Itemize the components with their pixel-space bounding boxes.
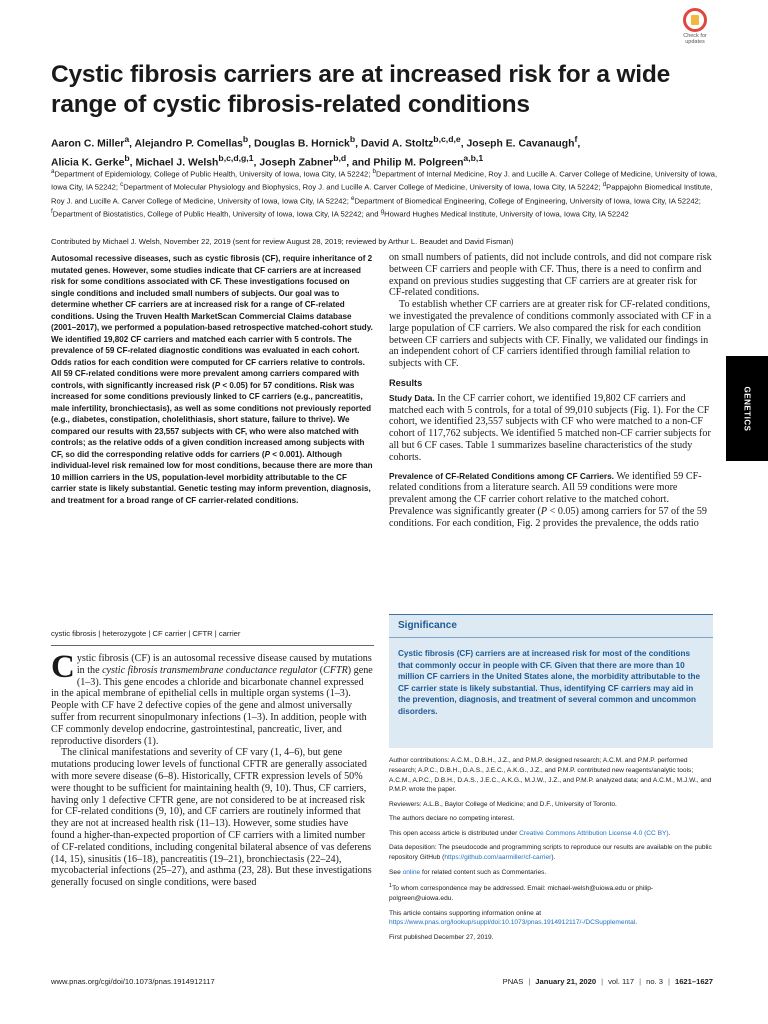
keywords-divider [51,645,374,646]
keyword: cystic fibrosis [51,629,97,638]
author-name: Alejandro P. Comellas [134,138,243,150]
contributed-by: Contributed by Michael J. Welsh, November 22, 2019 (sent for review August 28, 2019; reviewed by Arthur L. Beaudet and David Fisman) [51,237,514,246]
affiliation-text: Department of Molecular Physiology and Biophysics, Roy J. and Lucille A. Carver College of Medicine, University of Iowa, Iowa City, IA 52242; [123,182,603,192]
author-line-2: Alicia K. Gerke$^b$, Michael J. Welsh$^{b,c,d,g,1}$, Joseph Zabner$^{b,d}$, and Philip M. Polgreen$^{a,b,1}$ [51,153,484,169]
author-name: David A. Stoltz [360,138,434,150]
affiliation-mark: b [372,168,377,175]
study-data-heading: Study Data. [389,392,435,403]
intro-paragraph-1: Cystic fibrosis (CF) is an autosomal recessive disease caused by mutations in the cystic fibrosis transmembrane conductance regulator (CFTR) gene (1–3). This gene encodes a chloride and bicarbonate channel expressed in the apical membrane of epithelial cells in multiple organ systems (1–3). People with CF have 2 defective copies of the gene and almost universally suffer from recurrent sinopulmonary infections (1–3). In addition, people with CF commonly develop endocrine, gastrointestinal, pancreatic, liver, and reproductive disorders (1). [51,649,373,747]
study-data-paragraph: Study Data. In the CF carrier cohort, we identified 19,802 CF carriers and matched each with 5 controls, for a total of 99,010 subjects (Fig. 1). For the CF cohort, we identified 23,557 subjects with CF who were matched to a non-CF cohort of 117,762 subjects. We identified 5 matched non-CF carrier subjects for all but 6 CF cases. Table 1 summarizes baseline characteristics of the study cohorts. [389,392,711,463]
keyword: carrier [218,629,241,638]
affiliation-text: Howard Hughes Medical Institute, University of Iowa, Iowa City, IA 52242 [384,209,629,219]
section-tab-genetics: GENETICS [726,356,768,461]
author-affiliation-mark: b [124,153,130,164]
author-affiliation-mark: b,d [333,153,347,164]
footer-citation: PNAS | January 21, 2020 | vol. 117 | no. 3 | 1621–1627 [502,977,713,986]
reviewers-note: Reviewers: A.L.B., Baylor College of Medicine; and D.F., University of Toronto. [389,800,617,808]
online-link[interactable]: online [402,868,421,876]
author-name: Alicia K. Gerke [51,157,125,169]
significance-divider [389,637,713,638]
affiliation-text: Department of Internal Medicine, Roy J. and Lucille A. Carver College of Medicine, University of Iowa, Iowa City, IA 52242; [51,169,718,192]
significance-title: Significance [398,620,457,631]
affiliation-mark: a [51,168,55,175]
author-affiliation-mark: b [242,134,249,144]
keyword: heterozygote [102,629,147,638]
first-published-note: First published December 27, 2019. [389,933,494,941]
footnotes [389,756,713,947]
supplemental-link[interactable]: https://www.pnas.org/lookup/suppl/doi:10.1073/pnas.1914912117/-/DCSupplemental [389,919,636,927]
supporting-info-note: This article contains supporting information online at https://www.pnas.org/lookup/suppl/doi:10.1073/pnas.1914912117/-/DCSupplemental. [389,909,638,927]
intro-paragraph-continued: on small numbers of patients, did not include controls, and did not compare risk between CF carriers and people with CF. Thus, there is a need to confirm and expand on previous studies suggesting that CF carriers are at greater risk for CF-related conditions. [389,252,712,299]
affiliation-mark: g [380,208,385,216]
check-updates-label: Check for updates [683,33,707,45]
affiliation-mark: e [350,194,355,202]
affiliation-text: Department of Biomedical Engineering, College of Engineering, University of Iowa, Iowa City, IA 52242; [354,196,701,206]
significance-text: Cystic fibrosis (CF) carriers are at increased risk for most of the conditions that commonly occur in people with CF. Given that there are more than 10 million CF carriers in the United States alone, the morbidity attributable to the CF carrier state is likely substantial. Thus, identifying CF carriers may aid in the prevention, diagnosis, and treatment of several common and uncommon disorders. [398,649,701,716]
author-affiliation-mark: f [574,134,578,144]
author-line-1: Aaron C. Miller$^a$, Alejandro P. Comellas$^b$, Douglas B. Hornick$^b$, David A. Stoltz$^{b,c,d,e}$, Joseph E. Cavanaugh$^f$, [51,134,581,150]
affiliation-text: Department of Biostatistics, College of Public Health, University of Iowa, Iowa City, IA 52242; and [52,209,381,219]
author-affiliation-mark: a,b,1 [463,153,484,164]
github-link[interactable]: https://github.com/aarmiller/cf-carrier [444,854,552,862]
significance-box [389,614,713,748]
correspondence-note: $^1$To whom correspondence may be addressed. Email: michael-welsh@uiowa.edu or philip-polgreen@uiowa.edu. [389,883,654,903]
intro-paragraph-2: The clinical manifestations and severity of CF vary (1, 4–6), but gene mutations producing lower levels of functional CFTR are generally associated with more severe disease (6–8). Historically, CFTR expression levels of 50% were thought to be sufficient for maintaining health (9, 10). Thus, CF carriers, having only 1 defective CFTR gene, are not considered to be at increased risk for CF-related conditions (9, 10), and CF carriers are routinely informed that they are not at increased health risk (11–13). However, some studies have found a higher-than-expected proportion of CF carriers with a limited number of CF-related conditions, including congenital bilateral absence of vas deferens (14, 15), sinusitis (16–18), pancreatitis (19–21), bronchiectasis (22–24), mycobacterial infections (25–27), and asthma (23, 28). But these investigations generally focused on single conditions, were based [51,747,372,889]
author-affiliation-mark: b,c,d,g,1 [218,153,254,164]
check-for-updates-badge[interactable] [673,8,717,52]
competing-interest-note: The authors declare no competing interest. [389,815,515,823]
author-affiliation-mark: a [124,134,130,144]
affiliation-text: Department of Epidemiology, College of Public Health, University of Iowa, Iowa City, IA 52242; [54,169,373,179]
data-deposition-note: Data deposition: The pseudocode and programming scripts to reproduce our results are available on the public repository GitHub (https://github.com/aarmiller/cf-carrier). [389,844,712,862]
author-name: Joseph E. Cavanaugh [466,138,575,150]
related-content-note: See online for related content such as Commentaries. [389,868,547,876]
affiliation-mark: d [602,181,607,189]
prevalence-heading: Prevalence of CF-Related Conditions among CF Carriers. [389,470,614,481]
keywords: cystic fibrosis | heterozygote | CF carrier | CFTR | carrier [51,629,241,638]
author-name: Douglas B. Hornick [254,138,350,150]
author-name: Aaron C. Miller [51,138,125,150]
bookmark-icon [683,8,707,32]
author-name: Michael J. Welsh [135,157,219,169]
author-affiliation-mark: b,c,d,e [433,134,461,144]
footer-doi-url[interactable]: www.pnas.org/cgi/doi/10.1073/pnas.1914912117 [51,977,215,986]
introduction [51,649,374,889]
abstract: Autosomal recessive diseases, such as cystic fibrosis (CF), require inheritance of 2 mutated genes. However, some studies indicate that CF carriers are at increased risk for some conditions associated with CF. These investigations focused on single conditions and included small numbers of subjects. Our goal was to determine whether CF carriers are at increased risk for a range of CF-related conditions. Using the Truven Health MarketScan Commercial Claims database (2001–2017), we performed a population-based retrospective matched-cohort study. We identified 19,802 CF carriers and matched each carrier with 5 controls. The prevalence of 59 CF-related diagnostic conditions was evaluated in each cohort. Odds ratios for each condition were computed for CF carriers relative to controls. All 59 CF-related conditions were more prevalent among carriers compared with controls, with significantly increased risk (P < 0.05) for 57 conditions. Risk was increased for some conditions previously linked to CF carriers (e.g., pancreatitis, male infertility, bronchiectasis), as well as some conditions not previously reported (e.g., diabetes, constipation, cholelithiasis, short stature, failure to thrive). We compared our results with 23,557 subjects with CF, who were also matched with controls; as the relative odds of a given condition increased among subjects with CF, so did the corresponding relative odds for carriers (P < 0.001). Although individual-level risk remained low for most conditions, because there are more than 10 million carriers in the US, population-level morbidity attributable to the CF carrier state is likely substantial. Genetic testing may inform prevention, diagnosis, and treatment for a broad range of CF carrier-related conditions. [51,254,373,505]
prevalence-paragraph: Prevalence of CF-Related Conditions among CF Carriers. We identified 59 CF-related conditions from a literature search. All 59 conditions were more prevalent among the CF carrier cohort relative to the matched cohort. Prevalence was significantly greater (P < 0.05) among carriers for 57 of the 59 conditions. For each condition, Fig. 2 provides the prevalence, the odds ratio [389,470,707,529]
article-title: Cystic fibrosis carriers are at increased risk for a wide range of cystic fibrosis-related conditions [51,61,671,118]
author-name: Philip M. Polgreen [373,157,464,169]
affiliation-mark: f [51,208,53,216]
keyword: CF carrier [152,629,187,638]
license-link[interactable]: Creative Commons Attribution License 4.0 (CC BY) [519,829,669,837]
author-name: Joseph Zabner [259,157,334,169]
author-contributions: Author contributions: A.C.M., D.B.H., J.Z., and P.M.P. designed research; A.C.M. and P.M.P. performed research; A.P.C., D.B.H., D.A.S., J.E.C., A.K.G., J.Z., and P.M.P. contributed new reagents/analytic tools; A.C.M., A.P.C., D.B.H., D.A.S., J.E.C., A.K.G., M.J.W., J.Z., and P.M.P. analyzed data; and A.C.M., M.J.W., and P.M.P. wrote the paper. [389,757,712,794]
author-affiliation-mark: b [349,134,356,144]
affiliation-text: Pappajohn Biomedical Institute, Roy J. and Lucille A. Carver College of Medicine, University of Iowa, Iowa City, IA 52242; [51,182,713,206]
affiliations [51,167,726,221]
keyword: CFTR [192,629,213,638]
right-column-body [389,252,713,530]
drop-cap: C [51,649,75,685]
intro-paragraph-3: To establish whether CF carriers are at greater risk for CF-related conditions, we investigated the prevalence of conditions commonly associated with CF in a large population of CF carriers. We also compared the risk for each condition between CF carriers and subjects with CF. Finally, we validated our findings in an independent cohort of CF carriers identified through familial relation to subjects with CF. [389,299,712,370]
license-note: This open access article is distributed under Creative Commons Attribution License 4.0 (CC BY). [389,829,671,837]
results-heading: Results [389,377,423,388]
author-list [51,132,721,171]
affiliation-mark: c [120,181,124,189]
